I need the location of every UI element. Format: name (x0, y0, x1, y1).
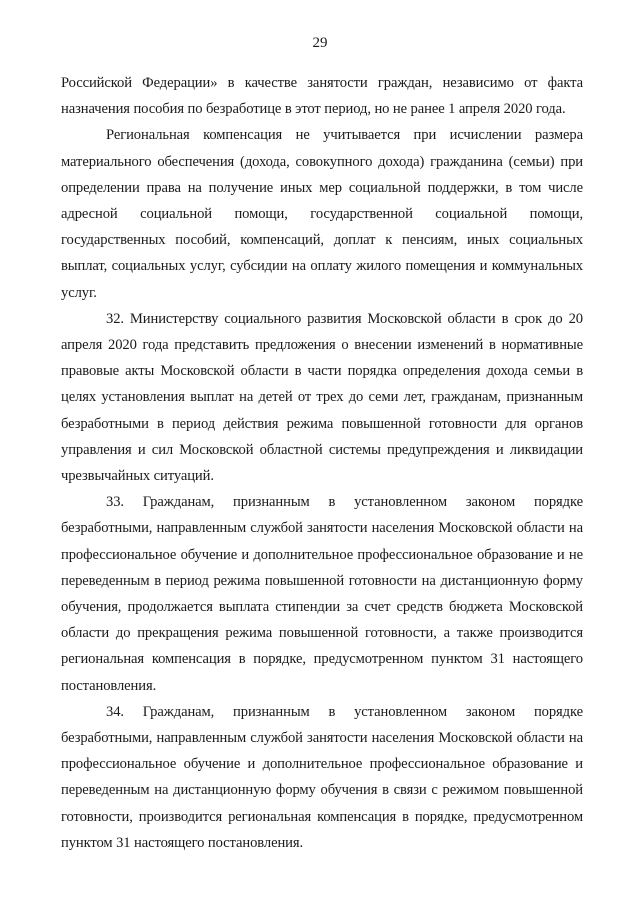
paragraph-item-32: 32. Министерству социального развития Московской области в срок до 20 апреля 2020 года представить предложения о внесении изменений в нормативные правовые акты Московской области в части порядка определения дохода семьи в целях установления выплат на детей от трех до семи лет, гражданам, признанным безработными в период действия режима повышенной готовности для органов управления и сил Московской областной системы предупреждения и ликвидации чрезвычайных ситуаций. (61, 310, 583, 485)
paragraph-item-33: 33. Гражданам, признанным в установленном законом порядке безработными, направленным службой занятости населения Московской области на профессиональное обучение и дополнительное профессиональное образование и не переведенным в период режима повышенной готовности на дистанционную форму обучения, продолжается выплата стипендии за счет средств бюджета Московской области до прекращения режима повышенной готовности, а также производится региональная компенсация в порядке, предусмотренном пунктом 31 настоящего постановления. (61, 494, 583, 694)
paragraph-item-34: 34. Гражданам, признанным в установленном законом порядке безработными, направленным службой занятости населения Московской области на профессиональное обучение и дополнительное профессиональное образование и переведенным на дистанционную форму обучения в связи с режимом повышенной готовности, производится региональная компенсация в порядке, предусмотренном пунктом 31 настоящего постановления. (61, 703, 583, 851)
paragraph-continuation: Российской Федерации» в качестве занятости граждан, независимо от факта назначения пособия по безработице в этот период, но не ранее 1 апреля 2020 года. (61, 75, 583, 118)
paragraph-regional-compensation: Региональная компенсация не учитывается при исчислении размера материального обеспечения (дохода, совокупного дохода) гражданина (семьи) при определении права на получение иных мер социальной поддержки, в том числе адресной социальной помощи, государственной социальной помощи, государственных пособий, компенсаций, доплат к пенсиям, иных социальных выплат, социальных услуг, субсидии на оплату жилого помещения и коммунальных услуг. (61, 127, 583, 301)
page-number: 29 (312, 35, 328, 51)
document-body (61, 70, 583, 856)
